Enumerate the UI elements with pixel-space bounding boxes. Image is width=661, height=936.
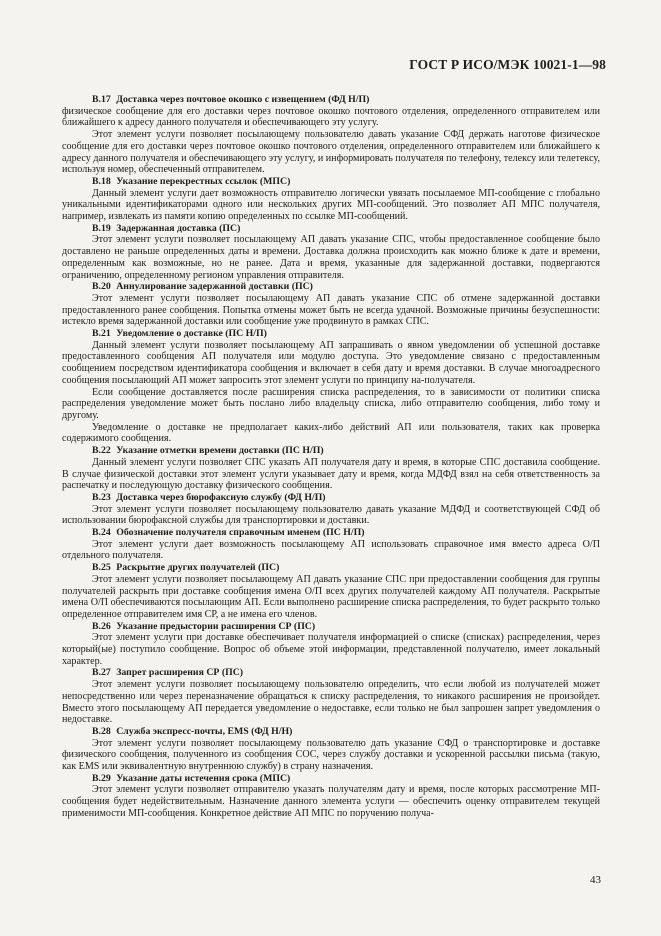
section-title: Указание даты истечения срока (МПС) bbox=[116, 772, 291, 784]
section-heading bbox=[62, 527, 600, 539]
section-heading bbox=[62, 621, 600, 633]
section-heading bbox=[62, 492, 600, 504]
section-heading bbox=[62, 176, 600, 188]
section-heading bbox=[62, 223, 600, 235]
section-heading bbox=[62, 562, 600, 574]
page-header: ГОСТ Р ИСО/МЭК 10021-1—98 bbox=[409, 57, 606, 72]
paragraph: Данный элемент услуги позволяет СПС указать АП получателя дату и время, в которые СПС доставила сообщение. В случае физической доставки этот элемент услуги указывает дату и время, когда МДФД взял на себя ответственность за распечатку и последующую доставку физического сообщения. bbox=[62, 456, 600, 492]
section-number: B.19 bbox=[92, 222, 111, 234]
section-heading bbox=[62, 94, 600, 106]
paragraph: Этот элемент услуги позволяет посылающему пользователю определить, что если любой из получателей может непосредственно или через переназначение обращаться к списку распределения, то никакого расширения не произойдет. Вместо этого посылающему АП передается уведомление о недоставке, если только не был запрошен запрет уведомления о недоставке. bbox=[62, 679, 600, 726]
paragraph: Данный элемент услуги позволяет посылающему АП запрашивать о явном уведомлении об успешной доставке предоставленного сообщения АП получателя или модулю доступа. Это уведомление связано с предоставленным сообщением посредством идентификатора сообщения и включает в себя дату и время доставки. В случае многоадресного сообщения посылающий АП может запросить этот элемент услуги по принципу на-получателя. bbox=[62, 339, 600, 386]
paragraph: Этот элемент услуги при доставке обеспечивает получателя информацией о списке (списках) распределения, через который(ые) поступило сообщение. Вопрос об объеме этой информации, представленной получателю, имеет локальный характер. bbox=[62, 632, 600, 667]
section-title: Уведомление о доставке (ПС Н/П) bbox=[116, 328, 267, 340]
section-title: Задержанная доставка (ПС) bbox=[116, 222, 241, 234]
section-title: Указание перекрестных ссылок (МПС) bbox=[116, 175, 291, 187]
section-heading bbox=[62, 328, 600, 340]
section-heading bbox=[62, 726, 600, 738]
section-number: B.21 bbox=[92, 328, 111, 340]
paragraph: Этот элемент услуги позволяет посылающему АП давать указание СПС при предоставлении сообщения для группы получателей раскрыть при доставке сообщения имена О/П всех других получателей каждому АП получателя. Раскрытые имена О/П обеспечиваются посылающим АП. Если выполнено расширение списка распределения, то будет раскрыто только определенное отправителем имя СР, а не имена его членов. bbox=[62, 573, 600, 620]
paragraph: Этот элемент услуги позволяет посылающему АП давать указание СПС, чтобы предоставленное сообщение было доставлено не раньше определенных даты и времени. Доставка должна происходить как можно ближе к дате и времени, определенным как возможные, но не ранее. Дата и время, указанные для задержанной доставки, подвергаются ограничению, определенному регионом управления отправителя. bbox=[62, 234, 600, 281]
section-title: Служба экспресс-почты, EMS (ФД Н/Н) bbox=[116, 725, 293, 737]
paragraph: Этот элемент услуги позволяет посылающему пользователю дать указание СФД о транспортировке и доставке физического сообщения, полученного из сообщения СОС, через службу доставки и ускоренной рассылки письма (такую, как EMS или эквивалентную внутреннюю службу) в страну назначения. bbox=[62, 737, 600, 773]
section-number: B.28 bbox=[92, 725, 111, 737]
section-title: Обозначение получателя справочным именем (ПС Н/П) bbox=[116, 527, 365, 539]
paragraph: Этот элемент услуги позволяет посылающему пользователю давать указание СФД держать наготове физическое сообщение для его доставки через почтовое окошко почтового отделения, определенного отправителем или ближайшего к адресу данного получателя и обеспечивающего эту услугу, и информировать получателя по телефону, телексу или телетексу, используя номер, обеспеченный отправителем. bbox=[62, 129, 600, 176]
section-number: B.22 bbox=[92, 445, 111, 457]
section-title: Доставка через бюрофаксную службу (ФД Н/П) bbox=[116, 491, 326, 503]
section-number: B.26 bbox=[92, 620, 111, 632]
paragraph: Этот элемент услуги позволяет посылающему АП давать указание СПС об отмене задержанной доставки предоставленного ранее сообщения. Попытка отмены может быть не всегда удачной. Возможные причины безуспешности: истекло время задержанной доставки или сообщение уже продвинуто в рамках СПС. bbox=[62, 292, 600, 328]
section-title: Раскрытие других получателей (ПС) bbox=[116, 562, 280, 574]
section-number: B.18 bbox=[92, 175, 111, 187]
section-title: Запрет расширения СР (ПС) bbox=[116, 667, 244, 679]
section-number: B.29 bbox=[92, 772, 111, 784]
section-heading bbox=[62, 281, 600, 293]
section-title: Указание отметки времени доставки (ПС Н/П) bbox=[116, 445, 324, 457]
paragraph: Этот элемент услуги позволяет отправителю указать получателям дату и время, после которых рассмотрение МП-сообщения будет недействительным. Назначение данного элемента услуги — обеспечить оценку отправителем текущей применимости МП-сообщения. Конкретное действие АП МПС по поручению получа- bbox=[62, 784, 600, 819]
paragraph: Если сообщение доставляется после расширения списка распределения, то в зависимости от политики списка распределения уведомление может быть послано либо владельцу списка, либо отправителю сообщения, либо тому и другому. bbox=[62, 386, 600, 421]
paragraph: Этот элемент услуги позволяет посылающему пользователю давать указание МДФД и соответствующей СФД об использовании бюрофаксной службы для транспортировки и доставки. bbox=[62, 503, 600, 527]
paragraph: физическое сообщение для его доставки через почтовое окошко почтового отделения, определенного отправителем или ближайшего к адресу данного получателя и обеспечивающего эту услугу. bbox=[62, 105, 600, 129]
section-number: B.23 bbox=[92, 491, 111, 503]
paragraph: Уведомление о доставке не предполагает каких-либо действий АП или пользователя, таких как проверка содержимого сообщения. bbox=[62, 421, 600, 445]
section-number: B.25 bbox=[92, 562, 111, 574]
section-heading bbox=[62, 773, 600, 785]
section-number: B.20 bbox=[92, 281, 111, 293]
page-number: 43 bbox=[590, 874, 601, 886]
paragraph: Этот элемент услуги дает возможность посылающему АП использовать справочное имя вместо адреса О/П отдельного получателя. bbox=[62, 538, 600, 562]
section-number: B.27 bbox=[92, 667, 111, 679]
section-title: Доставка через почтовое окошко с извещением (ФД Н/П) bbox=[116, 94, 370, 105]
section-number: B.24 bbox=[92, 527, 111, 539]
section-heading bbox=[62, 667, 600, 679]
paragraph: Данный элемент услуги дает возможность отправителю логически увязать посылаемое МП-сообщение с глобально уникальными идентификаторами одного или нескольких других МП-сообщений. Это позволяет АП МПС получателя, например, извлекать из памяти копию определенных по ссылке МП-сообщений. bbox=[62, 187, 600, 223]
section-title: Указание предыстории расширения СР (ПС) bbox=[116, 620, 316, 632]
section-number: B.17 bbox=[92, 94, 111, 105]
document-body bbox=[62, 94, 600, 820]
section-heading bbox=[62, 445, 600, 457]
section-title: Аннулирование задержанной доставки (ПС) bbox=[116, 281, 313, 293]
